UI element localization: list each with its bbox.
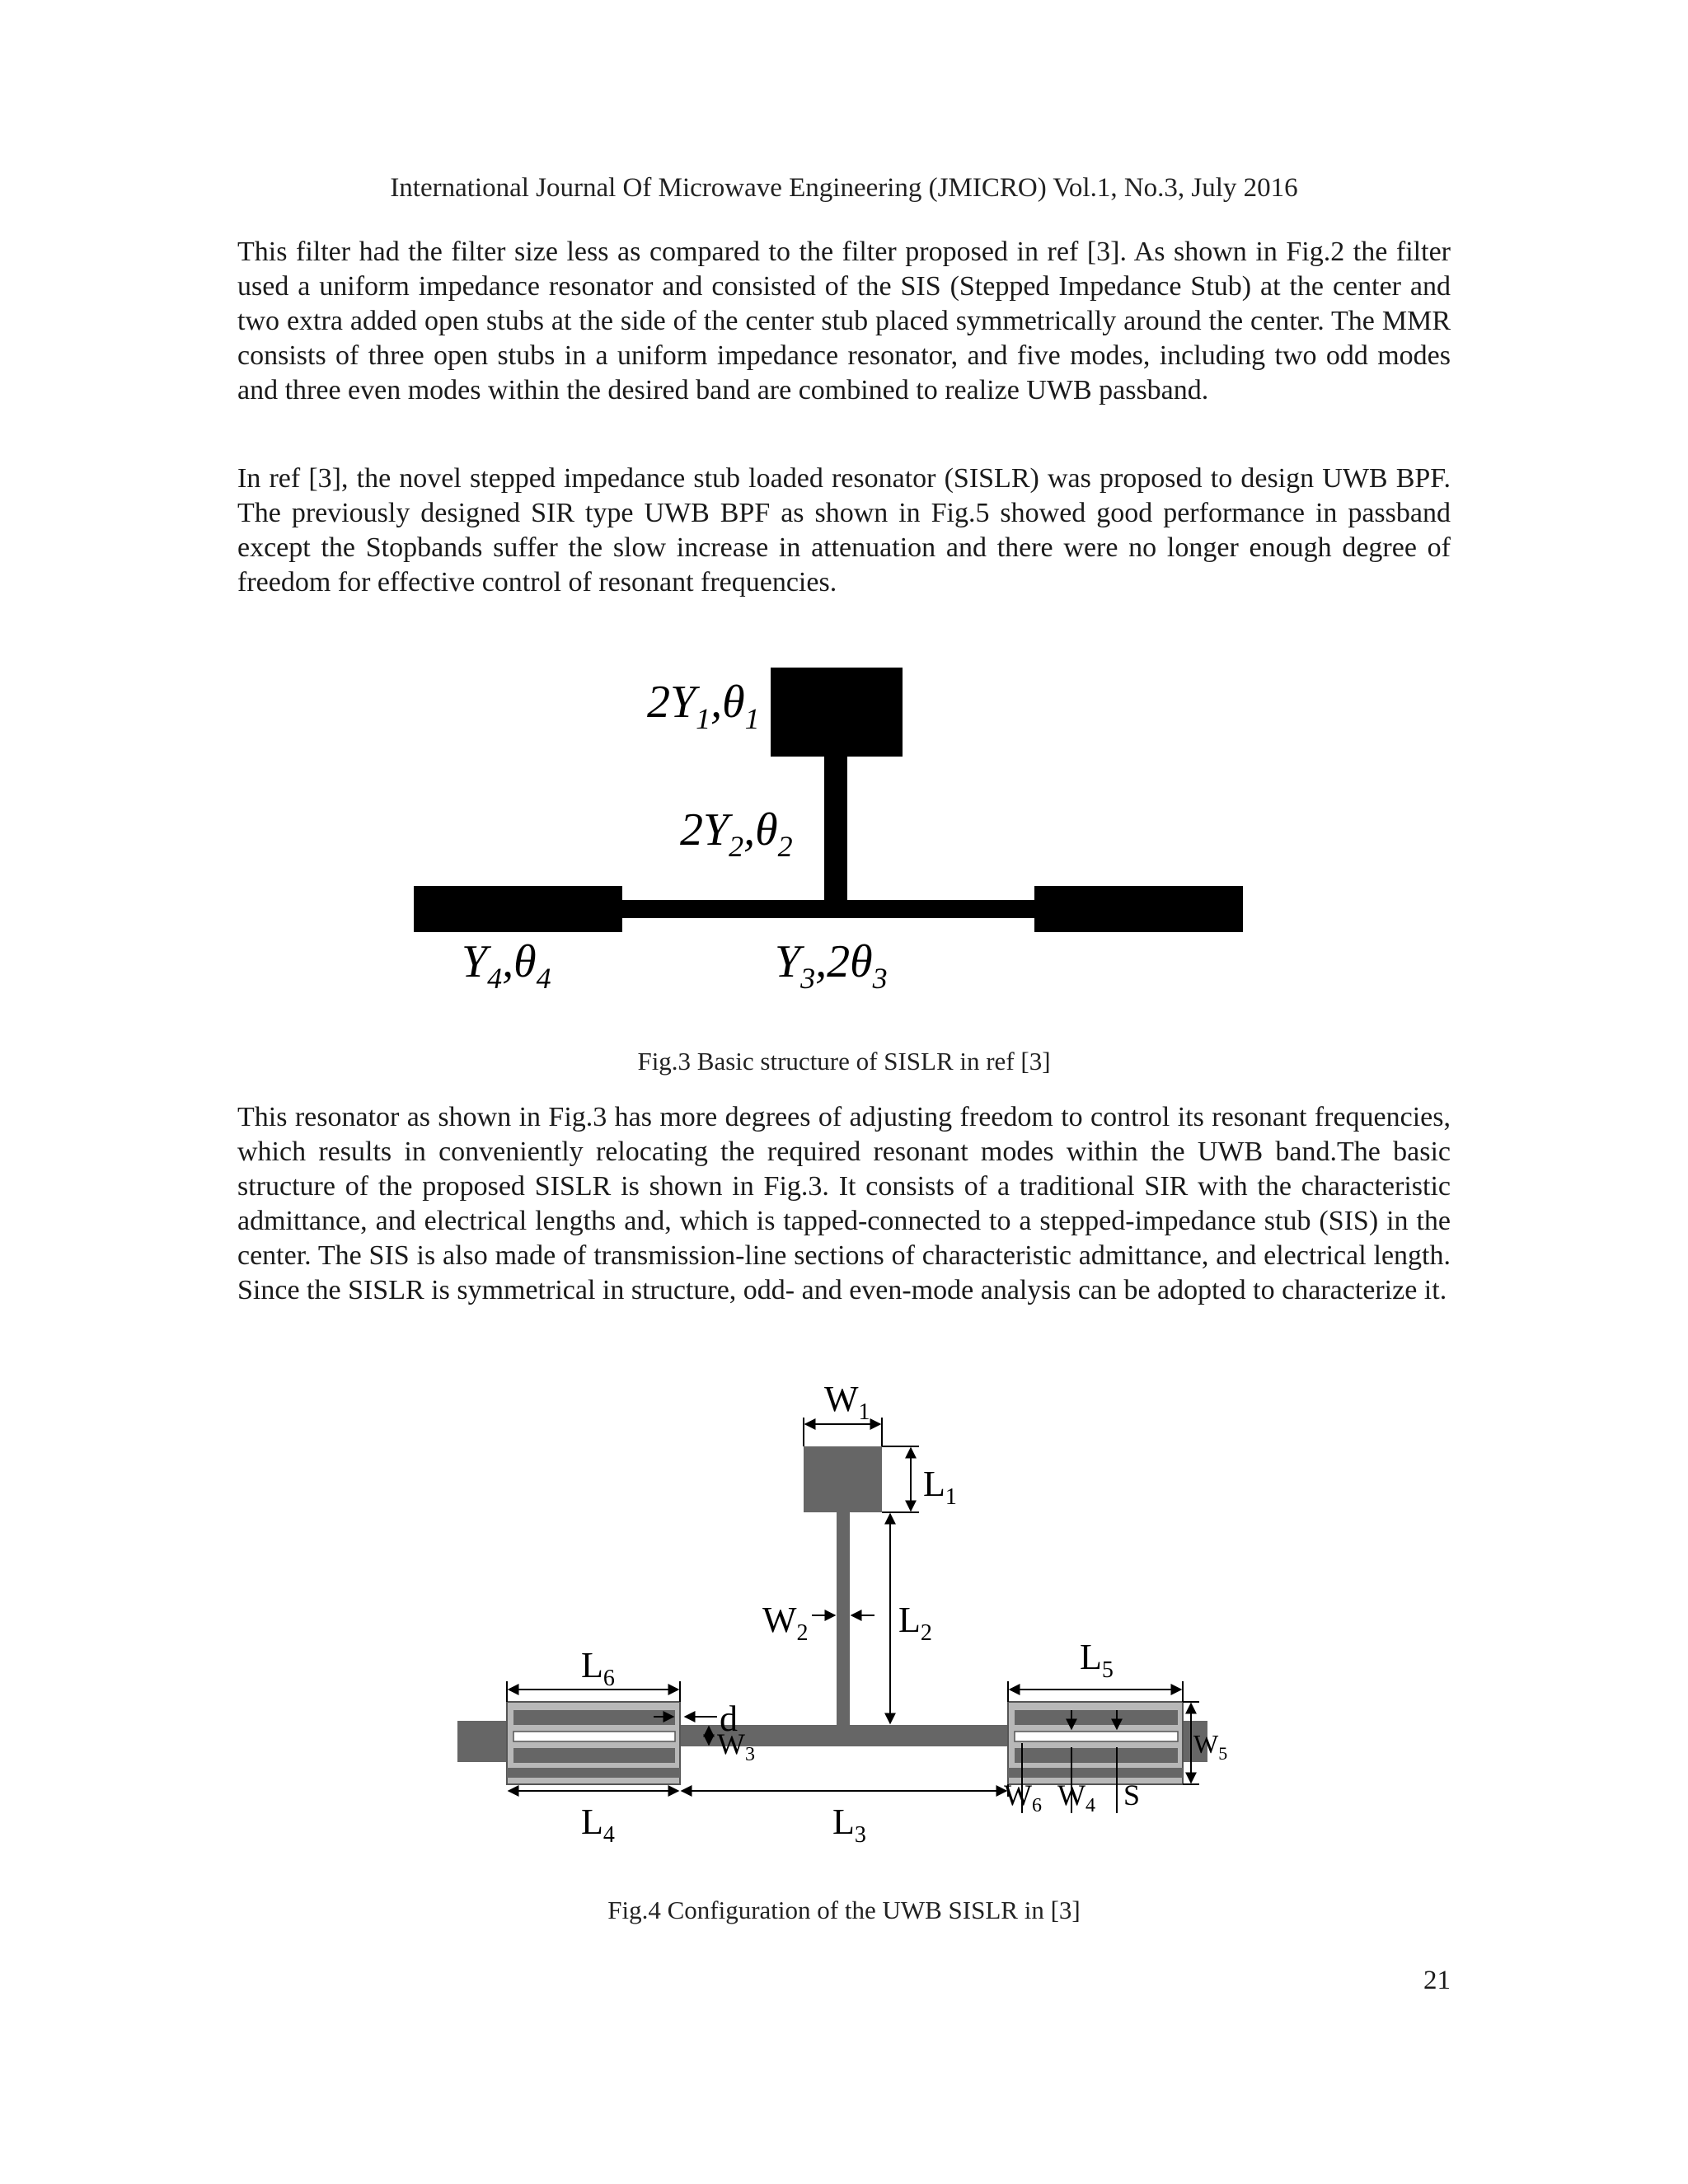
figure-4-caption: Fig.4 Configuration of the UWB SISLR in [3] xyxy=(607,1896,1081,1924)
fig4-label-w1: $W_1$ xyxy=(824,1379,870,1425)
figure-3-sislr-structure xyxy=(404,668,1278,1014)
fig3-left-feed xyxy=(414,886,622,932)
fig4-label-d: d xyxy=(720,1699,738,1739)
fig4-label-w5: $W_5$ xyxy=(1193,1729,1228,1764)
fig4-label-w2: $W_2$ xyxy=(762,1600,809,1646)
fig3-main-line xyxy=(618,900,1055,918)
paragraph-1: This filter had the filter size less as compared to the filter proposed in ref [3]. As shown in Fig.2 the filter used a uniform impedance resonator and consisted of the SIS (Stepped Impedance Stub) at the center and two extra added open stubs at the side of the center stub placed symmetrically around the center. The MMR consists of three open stubs in a uniform impedance resonator, and five modes, including two odd modes and three even modes within the desired band are combined to realize UWB passband. xyxy=(237,237,1451,405)
fig4-label-w6: $W_6$ xyxy=(1004,1779,1042,1816)
fig4-top-pad xyxy=(804,1446,882,1512)
fig3-label-y3-2theta3: $Y_3,2\theta_3$ xyxy=(775,936,888,995)
fig3-top-stub-pad xyxy=(771,668,903,757)
fig4-label-w4: $W_4$ xyxy=(1057,1779,1095,1816)
fig4-label-l6: $L_6$ xyxy=(581,1645,615,1691)
fig4-label-l4: $L_4$ xyxy=(581,1802,615,1848)
fig3-label-2y1-theta1: $2Y_1,\theta_1$ xyxy=(647,677,760,735)
fig3-label-y4-theta4: $Y_4,\theta_4$ xyxy=(462,936,551,995)
fig4-left-feed xyxy=(457,1721,507,1762)
fig4-stub-line xyxy=(837,1512,850,1725)
figure-4-sislr-configuration xyxy=(457,1379,1249,1848)
figure-3-caption: Fig.3 Basic structure of SISLR in ref [3] xyxy=(637,1047,1051,1076)
fig4-label-l2: $L_2$ xyxy=(898,1600,932,1646)
page-number: 21 xyxy=(1423,1966,1451,1995)
fig3-metal xyxy=(414,668,1243,932)
fig3-right-feed xyxy=(1034,886,1243,932)
fig4-right-coupler xyxy=(1008,1702,1183,1784)
fig4-label-s: S xyxy=(1123,1779,1141,1811)
fig4-label-l5: $L_5$ xyxy=(1080,1637,1114,1683)
paragraph-2: In ref [3], the novel stepped impedance stub loaded resonator (SISLR) was proposed to design UWB BPF. The previously designed SIR type UWB BPF as shown in Fig.5 showed good performance in passband except the Stopbands suffer the slow increase in attenuation and there were no longer enough degree of freedom for effective control of resonant frequencies. xyxy=(237,463,1451,598)
fig4-label-l1: $L_1$ xyxy=(923,1464,957,1510)
paragraph-3: This resonator as shown in Fig.3 has more degrees of adjusting freedom to control its resonant frequencies, which results in conveniently relocating the required resonant modes within the UWB band.The basic structure of the proposed SISLR is shown in Fig.3. It consists of a traditional SIR with the characteristic admittance, and electrical lengths and, which is tapped-connected to a stepped-impedance stub (SIS) in the center. The SIS is also made of transmission-line sections of characteristic admittance, and electrical length. Since the SISLR is symmetrical in structure, odd- and even-mode analysis can be adopted to characterize it. xyxy=(237,1102,1451,1305)
fig4-label-w3: $W_3$ xyxy=(717,1727,755,1765)
running-header: International Journal Of Microwave Engineering (JMICRO) Vol.1, No.3, July 2016 xyxy=(390,173,1298,203)
fig3-stub-line xyxy=(824,757,847,909)
fig4-label-l3: $L_3$ xyxy=(832,1802,866,1848)
fig4-left-coupler xyxy=(507,1702,680,1784)
fig3-label-2y2-theta2: $2Y_2,\theta_2$ xyxy=(680,804,793,863)
